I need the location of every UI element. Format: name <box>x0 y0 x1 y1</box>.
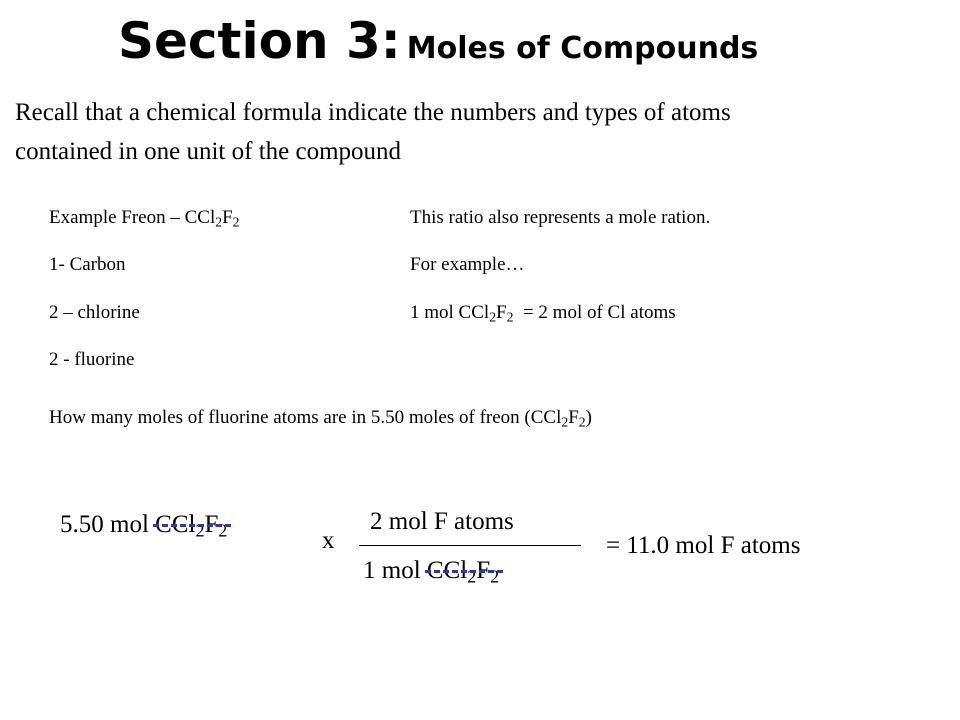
ratio-example-label: For example… <box>410 254 525 275</box>
intro-line-1: Recall that a chemical formula indicate the numbers and types of atoms <box>15 99 731 126</box>
multiply-sign: x <box>322 527 335 554</box>
cancelled-unit: $CCl_2F_2$ <box>426 557 500 587</box>
fraction-bar <box>359 545 581 546</box>
page-title <box>118 12 759 70</box>
fraction-numerator: 2 mol F atoms <box>370 508 514 535</box>
given-quantity: 5.50 mol $CCl_2F_2$ <box>60 511 228 541</box>
example-item-fluorine: 2 - fluorine <box>49 349 135 370</box>
intro-line-2: contained in one unit of the compound <box>15 138 402 165</box>
fraction-denominator: 1 mol $CCl_2F_2$ <box>363 557 500 587</box>
ratio-note: This ratio also represents a mole ration. <box>410 207 711 228</box>
example-formula: Example Freon – $CCl_2F_2$ <box>49 207 240 230</box>
question: How many moles of fluorine atoms are in 5.50 moles of freon $(CCl_2F_2)$ <box>49 407 592 430</box>
example-item-chlorine: 2 – chlorine <box>49 302 140 323</box>
title-section: Section 3: <box>118 12 401 70</box>
cancelled-unit: $CCl_2F_2$ <box>155 511 228 541</box>
result: = 11.0 mol F atoms <box>606 532 801 559</box>
title-topic: Moles of Compounds <box>406 31 759 66</box>
example-item-carbon: 1- Carbon <box>49 254 126 275</box>
ratio-equation: 1 mol $CCl_2F_2 = 2$ mol of Cl atoms <box>410 302 676 325</box>
